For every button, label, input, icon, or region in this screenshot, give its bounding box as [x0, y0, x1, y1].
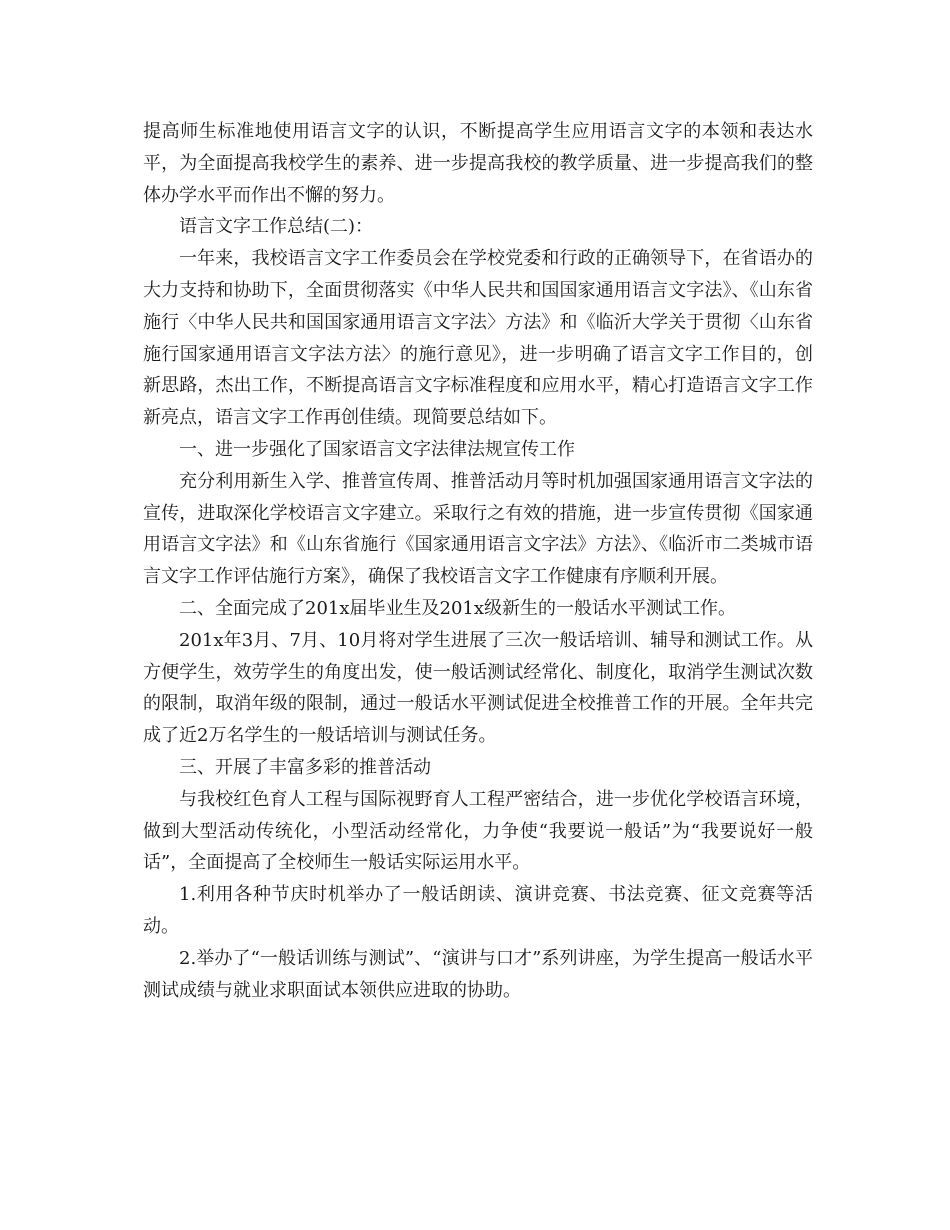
section-heading-summary-two: 语言文字工作总结(二)： [179, 216, 374, 238]
section-heading-three: 三、开展了丰富多彩的推普活动 [179, 756, 431, 778]
paragraph-intro: 一年来，我校语言文字工作委员会在学校党委和行政的正确领导下，在省语办的大力支持和协助下，全面贯彻落实《中华人民共和国国家通用语言文字法》、《山东省施行〈中华人民共和国国家通用语言文字法〉方法》和《临沂大学关于贯彻〈山东省施行国家通用语言文字法方法〉的施行意见》，进一步明确了语言文字工作目的，创新思路，杰出工作，不断提高语言文字标准程度和应用水平，精心打造语言文字工作新亮点，语言文字工作再创佳绩。现简要总结如下。 [143, 248, 813, 429]
document-body [143, 116, 813, 1006]
paragraph-publicity: 充分利用新生入学、推普宣传周、推普活动月等时机加强国家通用语言文字法的宣传，进取深化学校语言文字建立。采取行之有效的措施，进一步宣传贯彻《国家通用语言文字法》和《山东省施行《国家通用语言文字法》方法》、《临沂市二类城市语言文字工作评估施行方案》，确保了我校语言文字工作健康有序顺利开展。 [143, 470, 813, 588]
paragraph-testing: 201x年3月、7月、10月将对学生进展了三次一般话培训、辅导和测试工作。从方便学生，效劳学生的角度出发，使一般话测试经常化、制度化，取消学生测试次数的限制，取消年级的限制，通过一般话水平测试促进全校推普工作的开展。全年共完成了近2万名学生的一般话培训与测试任务。 [143, 629, 813, 747]
section-heading-two: 二、全面完成了201x届毕业生及201x级新生的一般话水平测试工作。 [179, 597, 737, 619]
paragraph-continuation: 提高师生标准地使用语言文字的认识，不断提高学生应用语言文字的本领和表达水平，为全面提高我校学生的素养、进一步提高我校的教学质量、进一步提高我们的整体办学水平而作出不懈的努力。 [143, 121, 813, 206]
paragraph-activities: 与我校红色育人工程与国际视野育人工程严密结合，进一步优化学校语言环境，做到大型活动传统化，小型活动经常化，力争使“我要说一般话”为“我要说好一般话”，全面提高了全校师生一般话实际运用水平。 [143, 788, 813, 874]
list-item-1: 1.利用各种节庆时机举办了一般话朗读、演讲竞赛、书法竞赛、征文竞赛等活动。 [143, 884, 813, 937]
section-heading-one: 一、进一步强化了国家语言文字法律法规宣传工作 [179, 438, 575, 460]
list-item-2: 2.举办了“一般话训练与测试”、“演讲与口才”系列讲座，为学生提高一般话水平测试成绩与就业求职面试本领供应进取的协助。 [143, 947, 813, 1001]
